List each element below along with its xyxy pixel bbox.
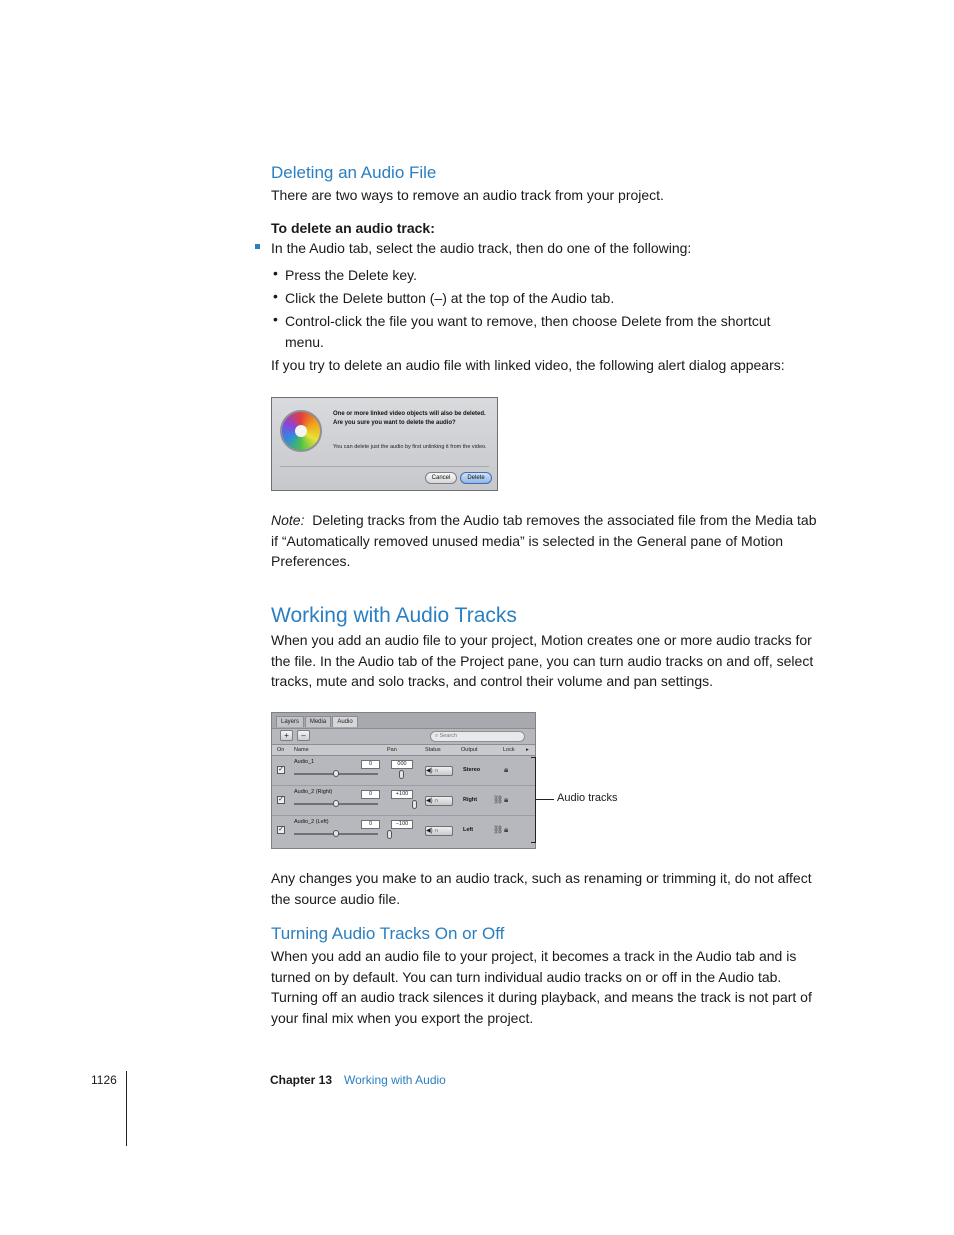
pan-knob[interactable] bbox=[399, 770, 404, 779]
page-number: 1126 bbox=[91, 1073, 117, 1087]
search-icon: ⌕ bbox=[435, 733, 439, 739]
track-name: Audio_1 bbox=[294, 759, 315, 765]
column-header-pan[interactable]: Pan bbox=[387, 747, 397, 753]
mute-solo-buttons[interactable]: ◀) ∩ bbox=[425, 766, 453, 776]
turning-paragraph: When you add an audio file to your project, it becomes a track in the Audio tab and is turned on by default. You can turn individual audio tracks on or off in the Audio tab. Turning off an audio track silences it during playback, and means the track is not part of your final mix when you export the project. bbox=[271, 948, 812, 1026]
volume-slider[interactable] bbox=[294, 803, 378, 805]
pan-field[interactable]: 000 bbox=[391, 760, 413, 769]
mute-solo-buttons[interactable]: ◀) ∩ bbox=[425, 826, 453, 836]
callout-leader-line bbox=[536, 799, 554, 800]
callout-bracket-bottom bbox=[531, 842, 536, 843]
track-row[interactable] bbox=[272, 786, 535, 816]
lock-icon[interactable]: 🔒︎ bbox=[504, 795, 509, 804]
intro-paragraph: There are two ways to remove an audio track from your project. bbox=[271, 187, 664, 203]
track-name: Audio_2 (Left) bbox=[294, 819, 329, 825]
alert-intro: If you try to delete an audio file with linked video, the following alert dialog appears: bbox=[271, 357, 785, 373]
pan-field[interactable]: +100 bbox=[391, 790, 413, 799]
step-bullet-icon bbox=[255, 244, 260, 249]
section-heading-deleting: Deleting an Audio File bbox=[271, 163, 437, 182]
pan-knob[interactable] bbox=[412, 800, 417, 809]
volume-field[interactable]: 0 bbox=[361, 790, 380, 799]
note-paragraph bbox=[271, 510, 823, 572]
track-enable-checkbox[interactable]: ✓ bbox=[278, 766, 284, 773]
footer-rule bbox=[126, 1071, 127, 1146]
volume-slider-knob[interactable] bbox=[333, 770, 339, 777]
task-label: To delete an audio track: bbox=[271, 220, 435, 236]
dialog-separator bbox=[280, 466, 489, 467]
volume-slider-knob[interactable] bbox=[333, 800, 339, 807]
column-menu-arrow-icon[interactable]: ▸ bbox=[526, 747, 529, 753]
output-value[interactable]: Left bbox=[463, 827, 474, 833]
section-heading-turning: Turning Audio Tracks On or Off bbox=[271, 924, 505, 943]
bullet-dot-icon: • bbox=[273, 265, 278, 281]
dialog-message: One or more linked video objects will also be deleted. Are you sure you want to delete the audio? bbox=[333, 411, 486, 426]
bullet-item: Control-click the file you want to remove, then choose Delete from the shortcut menu. bbox=[285, 313, 771, 350]
motion-app-icon bbox=[280, 410, 322, 452]
delete-button[interactable]: Delete bbox=[460, 472, 492, 484]
column-header-status[interactable]: Status bbox=[425, 747, 441, 753]
tab-media[interactable]: Media bbox=[305, 716, 331, 727]
track-enable-checkbox[interactable]: ✓ bbox=[278, 796, 284, 803]
callout-bracket bbox=[535, 757, 536, 843]
column-header-lock[interactable]: Lock bbox=[503, 747, 515, 753]
column-header-row bbox=[272, 744, 535, 756]
volume-slider[interactable] bbox=[294, 833, 378, 835]
column-header-name[interactable]: Name bbox=[294, 747, 309, 753]
cancel-button[interactable]: Cancel bbox=[425, 472, 457, 484]
track-name: Audio_2 (Right) bbox=[294, 789, 333, 795]
bullet-dot-icon: • bbox=[273, 311, 278, 327]
bullet-item: Press the Delete key. bbox=[285, 267, 418, 283]
callout-bracket-top bbox=[531, 757, 536, 758]
audio-tab-panel bbox=[271, 712, 536, 849]
track-enable-checkbox[interactable]: ✓ bbox=[278, 826, 284, 833]
volume-field[interactable]: 0 bbox=[361, 760, 380, 769]
pan-field[interactable]: −100 bbox=[391, 820, 413, 829]
after-figure-paragraph: Any changes you make to an audio track, such as renaming or trimming it, do not affect the source audio file. bbox=[271, 870, 812, 907]
callout-label: Audio tracks bbox=[557, 792, 618, 804]
link-icon[interactable]: ⛓ bbox=[493, 795, 504, 804]
alert-dialog bbox=[271, 397, 498, 491]
project-pane-tabbar bbox=[272, 713, 535, 729]
volume-field[interactable]: 0 bbox=[361, 820, 380, 829]
column-header-on[interactable]: On bbox=[277, 747, 285, 753]
volume-slider-knob[interactable] bbox=[333, 830, 339, 837]
track-row[interactable] bbox=[272, 816, 535, 845]
bullet-dot-icon: • bbox=[273, 288, 278, 304]
add-track-button[interactable]: + bbox=[280, 730, 293, 741]
output-value[interactable]: Stereo bbox=[463, 767, 481, 773]
search-field[interactable] bbox=[430, 731, 525, 742]
chapter-label: Chapter 13 bbox=[270, 1073, 333, 1087]
remove-track-button[interactable]: – bbox=[297, 730, 310, 741]
search-placeholder: Search bbox=[439, 733, 458, 739]
column-header-output[interactable]: Output bbox=[461, 747, 478, 753]
track-row[interactable] bbox=[272, 756, 535, 786]
note-text: Deleting tracks from the Audio tab removes the associated file from the Media tab if “Automatically removed unused media” is selected in the General pane of Motion Preferences. bbox=[271, 512, 817, 569]
tab-layers[interactable]: Layers bbox=[276, 716, 304, 727]
chapter-title: Working with Audio bbox=[344, 1073, 446, 1087]
lock-icon[interactable]: 🔒︎ bbox=[504, 765, 509, 774]
output-value[interactable]: Right bbox=[463, 797, 478, 803]
link-icon[interactable]: ⛓ bbox=[493, 825, 504, 834]
working-paragraph: When you add an audio file to your project, Motion creates one or more audio tracks for the file. In the Audio tab of the Project pane, you can turn audio tracks on and off, select tracks, mute and solo tracks, and control their volume and pan settings. bbox=[271, 632, 814, 689]
dialog-informative-text: You can delete just the audio by first unlinking it from the video. bbox=[333, 444, 487, 450]
bullet-item: Click the Delete button (–) at the top of the Audio tab. bbox=[285, 290, 615, 306]
step-text: In the Audio tab, select the audio track, then do one of the following: bbox=[271, 240, 692, 256]
pan-knob[interactable] bbox=[387, 830, 392, 839]
volume-slider[interactable] bbox=[294, 773, 378, 775]
lock-icon[interactable]: 🔒︎ bbox=[504, 825, 509, 834]
mute-solo-buttons[interactable]: ◀) ∩ bbox=[425, 796, 453, 806]
tab-audio[interactable]: Audio bbox=[332, 716, 358, 727]
section-heading-working: Working with Audio Tracks bbox=[271, 604, 517, 627]
note-label: Note: bbox=[271, 512, 305, 528]
